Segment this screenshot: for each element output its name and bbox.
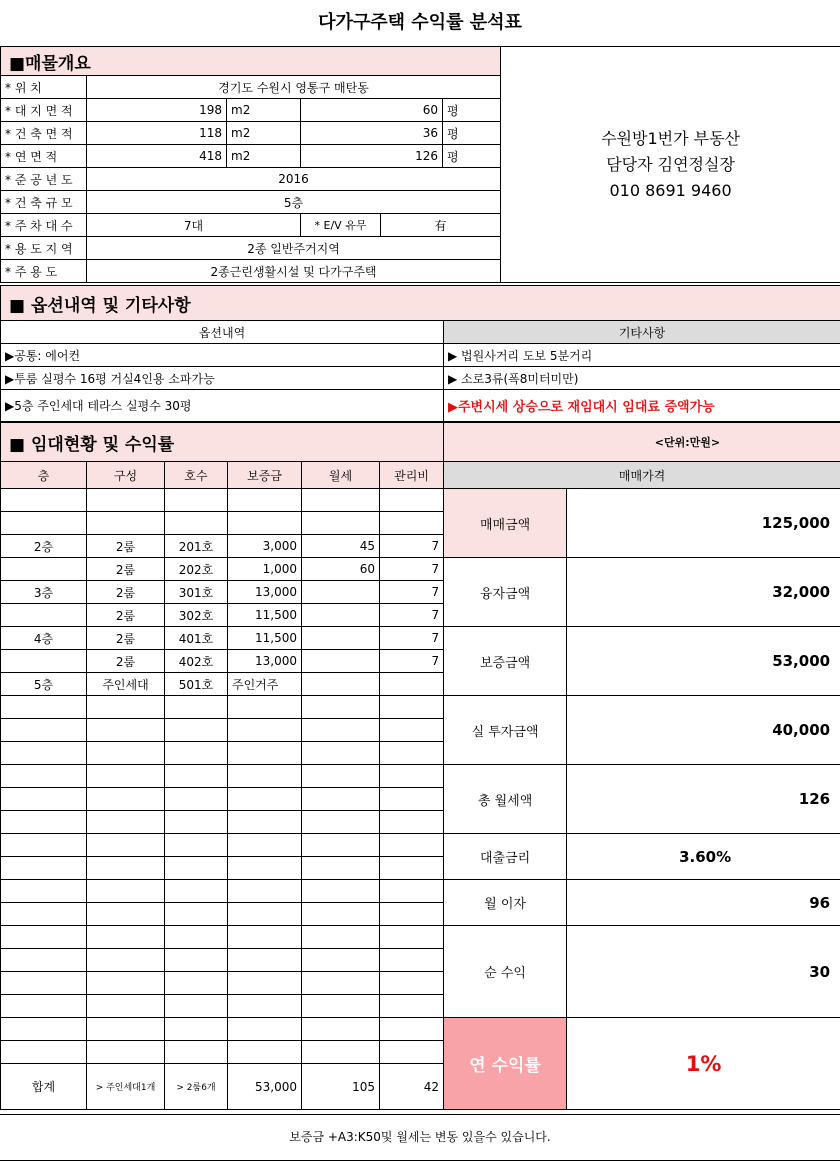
fee-cell (380, 673, 444, 696)
empty-cell (1, 926, 87, 949)
type-cell: 2룸 (87, 604, 165, 627)
empty-cell (165, 880, 228, 903)
deposit-total-value: 53,000 (567, 627, 840, 696)
empty-cell (87, 834, 165, 857)
total-area-label: * 연 면 적 (1, 145, 87, 168)
rent-cell (302, 673, 380, 696)
empty-cell (87, 926, 165, 949)
type-cell: 2룸 (87, 558, 165, 581)
room-cell: 202호 (165, 558, 228, 581)
empty-cell (228, 765, 302, 788)
empty-cell (380, 489, 444, 512)
total-rent: 105 (302, 1064, 380, 1110)
empty-cell (228, 995, 302, 1018)
empty-cell (87, 857, 165, 880)
empty-cell (228, 742, 302, 765)
loan-amount-label: 융자금액 (444, 558, 567, 627)
fee-cell: 7 (380, 650, 444, 673)
empty-cell (302, 1018, 380, 1041)
sale-price-label: 매매금액 (444, 489, 567, 558)
empty-cell (380, 903, 444, 926)
rental-table (0, 422, 840, 1110)
elevator-label: * E/V 유무 (301, 214, 381, 237)
location-value: 경기도 수원시 영통구 매탄동 (87, 76, 501, 99)
monthly-rent-total-label: 총 월세액 (444, 765, 567, 834)
total-area-py-unit: 평 (443, 145, 501, 168)
loan-rate-value: 3.60% (567, 834, 840, 880)
floor-cell (1, 604, 87, 627)
annual-yield-value: 1% (567, 1018, 840, 1110)
empty-cell (228, 903, 302, 926)
option-item: ▶5층 주인세대 테라스 실평수 30평 (1, 390, 444, 422)
actual-investment-value: 40,000 (567, 696, 840, 765)
deposit-cell: 11,500 (228, 604, 302, 627)
empty-cell (87, 742, 165, 765)
agency-phone: 010 8691 9460 (609, 180, 732, 200)
agency-name: 수원방1번가 부동산 (601, 128, 741, 148)
etc-column-header: 기타사항 (444, 321, 840, 344)
building-area-m2: 118 (87, 122, 227, 145)
empty-cell (1, 834, 87, 857)
empty-cell (1, 857, 87, 880)
empty-cell (87, 949, 165, 972)
etc-item: ▶ 소로3류(폭8미터미만) (444, 367, 840, 390)
empty-cell (228, 512, 302, 535)
overview-table (0, 46, 840, 283)
empty-cell (380, 972, 444, 995)
option-item: ▶공통: 에어컨 (1, 344, 444, 367)
parking-count: 7대 (87, 214, 301, 237)
empty-cell (1, 995, 87, 1018)
empty-cell (380, 857, 444, 880)
etc-item-highlight: ▶주변시세 상승으로 재임대시 임대료 증액가능 (444, 390, 840, 422)
empty-cell (165, 834, 228, 857)
empty-cell (380, 512, 444, 535)
empty-cell (165, 788, 228, 811)
options-table (0, 285, 840, 422)
empty-cell (1, 765, 87, 788)
floor-cell: 2층 (1, 535, 87, 558)
empty-cell (1, 1018, 87, 1041)
empty-cell (302, 880, 380, 903)
annual-yield-label: 연 수익률 (444, 1018, 567, 1110)
rent-cell: 45 (302, 535, 380, 558)
empty-cell (228, 788, 302, 811)
empty-cell (87, 972, 165, 995)
rent-cell (302, 627, 380, 650)
empty-cell (302, 742, 380, 765)
empty-cell (302, 719, 380, 742)
overview-heading: ■매물개요 (1, 47, 501, 76)
empty-cell (228, 489, 302, 512)
empty-cell (87, 765, 165, 788)
monthly-interest-label: 월 이자 (444, 880, 567, 926)
total-deposit: 53,000 (228, 1064, 302, 1110)
empty-cell (302, 926, 380, 949)
agency-info (501, 47, 840, 283)
building-scale-label: * 건 축 규 모 (1, 191, 87, 214)
empty-cell (228, 834, 302, 857)
empty-cell (380, 765, 444, 788)
sale-price-value: 125,000 (567, 489, 840, 558)
empty-cell (380, 949, 444, 972)
empty-cell (302, 995, 380, 1018)
deposit-cell: 3,000 (228, 535, 302, 558)
completion-year-label: * 준 공 년 도 (1, 168, 87, 191)
empty-cell (165, 811, 228, 834)
empty-cell (87, 696, 165, 719)
loan-rate-label: 대출금리 (444, 834, 567, 880)
main-use-label: * 주 용 도 (1, 260, 87, 283)
empty-cell (1, 811, 87, 834)
empty-cell (302, 765, 380, 788)
type-cell: 주인세대 (87, 673, 165, 696)
parking-label: * 주 차 대 수 (1, 214, 87, 237)
empty-cell (1, 949, 87, 972)
loan-amount-value: 32,000 (567, 558, 840, 627)
rent-cell (302, 650, 380, 673)
deposit-cell: 13,000 (228, 581, 302, 604)
deposit-cell: 11,500 (228, 627, 302, 650)
floor-cell: 5층 (1, 673, 87, 696)
main-use-value: 2종근린생활시설 및 다가구주택 (87, 260, 501, 283)
land-area-py: 60 (301, 99, 443, 122)
options-column-header: 옵션내역 (1, 321, 444, 344)
column-header: 구성 (87, 462, 165, 489)
empty-cell (302, 512, 380, 535)
building-scale: 5층 (87, 191, 501, 214)
building-area-py-unit: 평 (443, 122, 501, 145)
empty-cell (228, 719, 302, 742)
rent-cell (302, 581, 380, 604)
empty-cell (1, 1041, 87, 1064)
etc-item: ▶ 법원사거리 도보 5분거리 (444, 344, 840, 367)
net-income-value: 30 (567, 926, 840, 1018)
location-label: * 위 치 (1, 76, 87, 99)
option-item: ▶투룸 실평수 16평 거실4인용 소파가능 (1, 367, 444, 390)
building-area-label: * 건 축 면 적 (1, 122, 87, 145)
elevator-value: 有 (381, 214, 501, 237)
fee-cell: 7 (380, 604, 444, 627)
empty-cell (302, 949, 380, 972)
total-area-py: 126 (301, 145, 443, 168)
empty-cell (380, 719, 444, 742)
building-area-m2-unit: m2 (227, 122, 301, 145)
footer-note: 보증금 +A3:K50및 월세는 변동 있을수 있습니다. (0, 1114, 840, 1161)
monthly-rent-total-value: 126 (567, 765, 840, 834)
empty-cell (302, 903, 380, 926)
fee-cell: 7 (380, 558, 444, 581)
deposit-total-label: 보증금액 (444, 627, 567, 696)
land-area-label: * 대 지 면 적 (1, 99, 87, 122)
empty-cell (165, 765, 228, 788)
total-type-note: > 주인세대1개 (87, 1064, 165, 1110)
empty-cell (380, 696, 444, 719)
empty-cell (228, 1041, 302, 1064)
empty-cell (228, 880, 302, 903)
empty-cell (228, 1018, 302, 1041)
empty-cell (87, 903, 165, 926)
type-cell: 2룸 (87, 535, 165, 558)
empty-cell (165, 995, 228, 1018)
empty-cell (302, 857, 380, 880)
land-area-py-unit: 평 (443, 99, 501, 122)
empty-cell (165, 1018, 228, 1041)
room-cell: 401호 (165, 627, 228, 650)
monthly-interest-value: 96 (567, 880, 840, 926)
empty-cell (302, 811, 380, 834)
empty-cell (165, 489, 228, 512)
empty-cell (165, 972, 228, 995)
empty-cell (302, 1041, 380, 1064)
empty-cell (1, 742, 87, 765)
options-heading: ■ 옵션내역 및 기타사항 (1, 286, 840, 321)
empty-cell (1, 696, 87, 719)
empty-cell (1, 903, 87, 926)
total-fee: 42 (380, 1064, 444, 1110)
rent-cell (302, 604, 380, 627)
empty-cell (165, 696, 228, 719)
column-header: 관리비 (380, 462, 444, 489)
column-header: 보증금 (228, 462, 302, 489)
empty-cell (165, 926, 228, 949)
total-area-m2: 418 (87, 145, 227, 168)
empty-cell (228, 696, 302, 719)
total-area-m2-unit: m2 (227, 145, 301, 168)
empty-cell (165, 949, 228, 972)
type-cell: 2룸 (87, 627, 165, 650)
empty-cell (302, 489, 380, 512)
empty-cell (380, 880, 444, 903)
empty-cell (1, 972, 87, 995)
empty-cell (380, 834, 444, 857)
deposit-cell: 1,000 (228, 558, 302, 581)
column-header: 호수 (165, 462, 228, 489)
agency-contact: 담당자 김연정실장 (606, 154, 735, 174)
empty-cell (165, 719, 228, 742)
total-room-note: > 2룸6개 (165, 1064, 228, 1110)
deposit-cell: 주인거주 (228, 673, 302, 696)
empty-cell (302, 788, 380, 811)
room-cell: 501호 (165, 673, 228, 696)
empty-cell (380, 788, 444, 811)
fee-cell: 7 (380, 535, 444, 558)
fee-cell: 7 (380, 627, 444, 650)
empty-cell (87, 995, 165, 1018)
zoning-label: * 용 도 지 역 (1, 237, 87, 260)
land-area-m2: 198 (87, 99, 227, 122)
empty-cell (1, 880, 87, 903)
empty-cell (302, 696, 380, 719)
empty-cell (165, 512, 228, 535)
room-cell: 302호 (165, 604, 228, 627)
rental-heading: ■ 임대현황 및 수익률 (1, 423, 444, 462)
empty-cell (87, 880, 165, 903)
empty-cell (380, 926, 444, 949)
zoning-value: 2종 일반주거지역 (87, 237, 501, 260)
empty-cell (87, 512, 165, 535)
empty-cell (87, 489, 165, 512)
page-title: 다가구주택 수익률 분석표 (0, 0, 840, 47)
fee-cell: 7 (380, 581, 444, 604)
floor-cell (1, 650, 87, 673)
empty-cell (380, 995, 444, 1018)
empty-cell (165, 903, 228, 926)
empty-cell (228, 972, 302, 995)
empty-cell (380, 742, 444, 765)
actual-investment-label: 실 투자금액 (444, 696, 567, 765)
price-header: 매매가격 (444, 462, 840, 489)
empty-cell (228, 857, 302, 880)
type-cell: 2룸 (87, 650, 165, 673)
empty-cell (302, 972, 380, 995)
type-cell: 2룸 (87, 581, 165, 604)
empty-cell (1, 512, 87, 535)
empty-cell (165, 742, 228, 765)
room-cell: 402호 (165, 650, 228, 673)
unit-note: <단위:만원> (444, 423, 840, 462)
empty-cell (228, 949, 302, 972)
empty-cell (87, 788, 165, 811)
empty-cell (228, 926, 302, 949)
empty-cell (380, 1041, 444, 1064)
empty-cell (380, 1018, 444, 1041)
empty-cell (1, 788, 87, 811)
empty-cell (228, 811, 302, 834)
room-cell: 301호 (165, 581, 228, 604)
empty-cell (1, 719, 87, 742)
empty-cell (87, 719, 165, 742)
room-cell: 201호 (165, 535, 228, 558)
empty-cell (87, 1041, 165, 1064)
completion-year: 2016 (87, 168, 501, 191)
floor-cell: 3층 (1, 581, 87, 604)
rent-cell: 60 (302, 558, 380, 581)
land-area-m2-unit: m2 (227, 99, 301, 122)
column-header: 층 (1, 462, 87, 489)
empty-cell (165, 857, 228, 880)
floor-cell: 4층 (1, 627, 87, 650)
total-label: 합계 (1, 1064, 87, 1110)
floor-cell (1, 558, 87, 581)
empty-cell (87, 1018, 165, 1041)
empty-cell (165, 1041, 228, 1064)
building-area-py: 36 (301, 122, 443, 145)
net-income-label: 순 수익 (444, 926, 567, 1018)
column-header: 월세 (302, 462, 380, 489)
deposit-cell: 13,000 (228, 650, 302, 673)
empty-cell (380, 811, 444, 834)
empty-cell (87, 811, 165, 834)
empty-cell (1, 489, 87, 512)
empty-cell (302, 834, 380, 857)
